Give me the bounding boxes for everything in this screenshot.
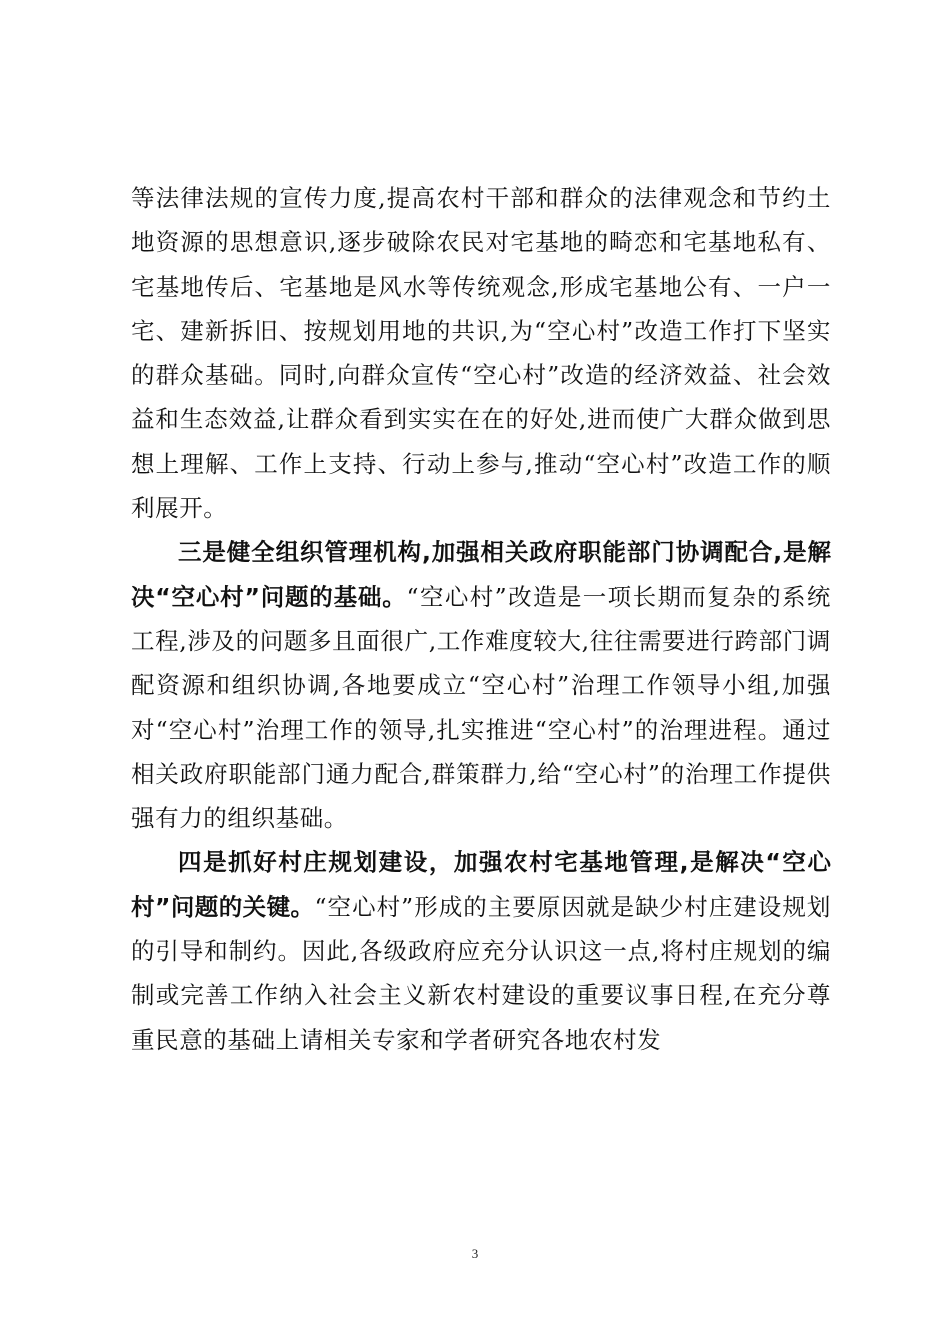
paragraph-lead-heading: 四是抓好村庄规划建设，加强农村宅基地管理,是解决“空心村”问题的关键。 — [131, 848, 831, 921]
paragraph-point-four — [131, 840, 831, 1061]
paragraph-text: “空心村”形成的主要原因就是缺少村庄建设规划的引导和制约。因此,各级政府应充分认识这一点,将村庄规划的编制或完善工作纳入社会主义新农村建设的重要议事日程,在充分尊重民意的基础上请相关专家和学者研究各地农村发 — [131, 892, 831, 1054]
paragraph-lead-heading: 三是健全组织管理机构,加强相关政府职能部门协调配合,是解决“空心村”问题的基础。 — [131, 538, 831, 611]
paragraph-text: “空心村”改造是一项长期而复杂的系统工程,涉及的问题多且面很广,工作难度较大,往往需要进行跨部门调配资源和组织协调,各地要成立“空心村”治理工作领导小组,加强对“空心村”治理工作的领导,扎实推进“空心村”的治理进程。通过相关政府职能部门通力配合,群策群力,给“空心村”的治理工作提供强有力的组织基础。 — [131, 582, 832, 833]
paragraph-continuation — [131, 176, 831, 530]
page-number: 3 — [471, 1246, 479, 1261]
paragraph-point-three — [131, 530, 831, 840]
body-text — [131, 176, 831, 1062]
paragraph-text: 等法律法规的宣传力度,提高农村干部和群众的法律观念和节约土地资源的思想意识,逐步破除农民对宅基地的畸恋和宅基地私有、宅基地传后、宅基地是风水等传统观念,形成宅基地公有、一户一宅、建新拆旧、按规划用地的共识,为“空心村”改造工作打下坚实的群众基础。同时,向群众宣传“空心村”改造的经济效益、社会效益和生态效益,让群众看到实实在在的好处,进而使广大群众做到思想上理解、工作上支持、行动上参与,推动“空心村”改造工作的顺利展开。 — [131, 184, 831, 523]
